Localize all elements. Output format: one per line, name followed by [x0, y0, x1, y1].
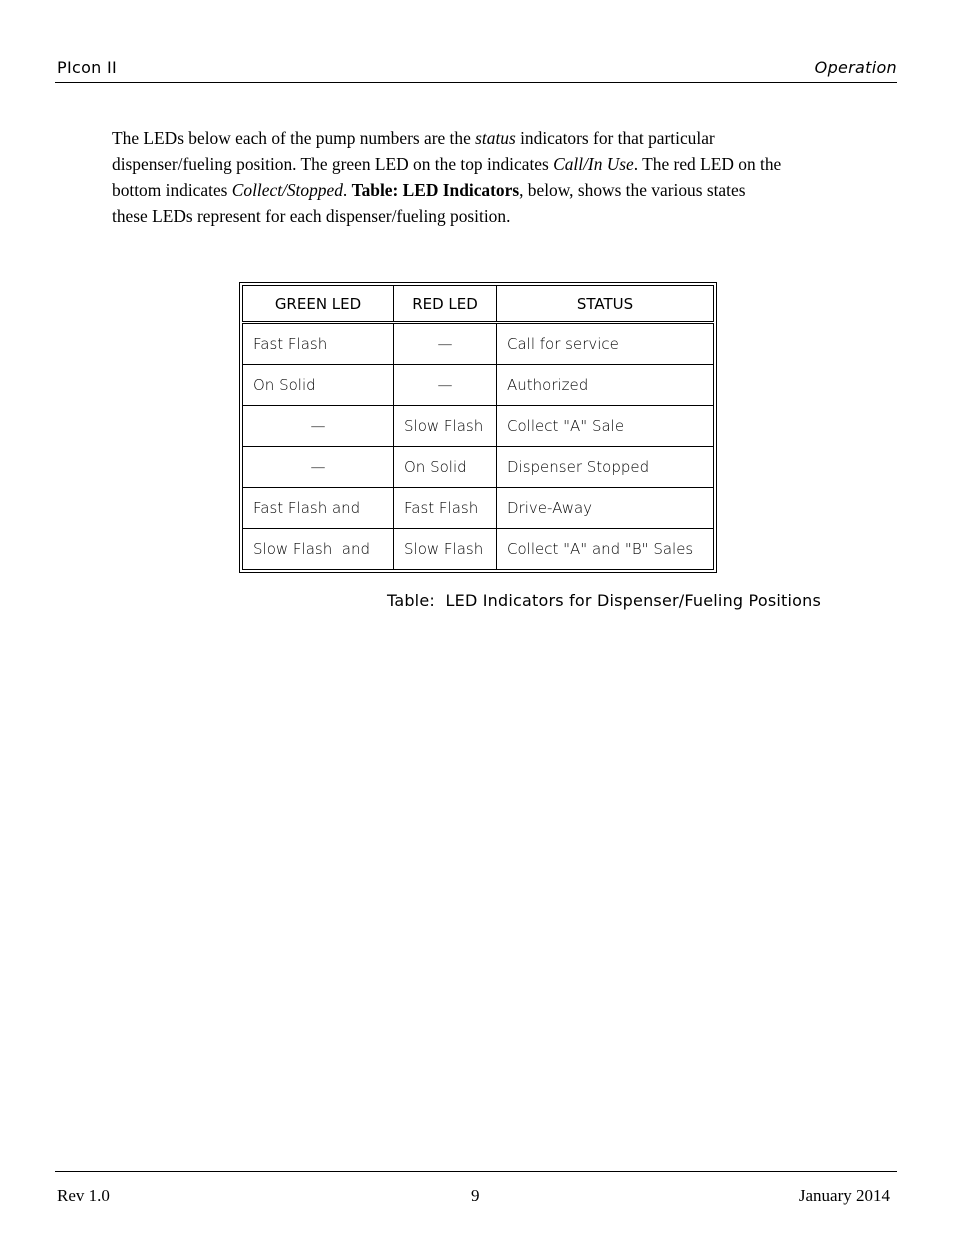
paragraph-line-3	[112, 177, 852, 203]
collect-stopped-term: Collect/Stopped	[231, 180, 343, 200]
paragraph-line-2	[112, 151, 852, 177]
red-led-cell: Fast Flash	[394, 488, 497, 529]
red-led-cell: —	[394, 323, 497, 365]
status-cell: Authorized	[497, 365, 714, 406]
green-led-cell: Fast Flash	[243, 323, 394, 365]
status-cell: Drive-Away	[497, 488, 714, 529]
table-reference: Table: LED Indicators	[351, 180, 520, 200]
red-led-cell: Slow Flash	[394, 529, 497, 570]
header-section: Operation	[814, 58, 897, 77]
table-row	[243, 323, 714, 365]
status-cell: Call for service	[497, 323, 714, 365]
footer-rule	[55, 1171, 897, 1172]
column-header-green-led: GREEN LED	[243, 286, 394, 323]
paragraph-line-1	[112, 125, 852, 151]
red-led-cell: On Solid	[394, 447, 497, 488]
status-cell: Collect "A" Sale	[497, 406, 714, 447]
text-run: , below, shows the various states	[519, 180, 746, 200]
green-led-cell: On Solid	[243, 365, 394, 406]
header-title: PIcon II	[57, 58, 118, 77]
footer-date: January 2014	[798, 1186, 890, 1205]
table-row	[243, 488, 714, 529]
status-cell: Collect "A" and "B" Sales	[497, 529, 714, 570]
footer-revision: Rev 1.0	[57, 1186, 110, 1205]
column-header-status: STATUS	[497, 286, 714, 323]
paragraph-line-4: these LEDs represent for each dispenser/fueling position.	[112, 206, 511, 226]
status-term: status	[475, 128, 516, 148]
text-run: dispenser/fueling position. The green LED on the top indicates	[112, 154, 554, 174]
call-in-use-term: Call/In Use	[553, 154, 634, 174]
table-row	[243, 406, 714, 447]
green-led-cell: —	[243, 406, 394, 447]
body-paragraph	[112, 125, 852, 229]
column-header-red-led: RED LED	[394, 286, 497, 323]
led-indicator-table	[242, 285, 714, 570]
green-led-cell: —	[243, 447, 394, 488]
text-run: bottom indicates	[112, 180, 232, 200]
text-run: The LEDs below each of the pump numbers are the	[112, 128, 476, 148]
status-cell: Dispenser Stopped	[497, 447, 714, 488]
table-row	[243, 447, 714, 488]
red-led-cell: Slow Flash	[394, 406, 497, 447]
table-row	[243, 529, 714, 570]
text-run: indicators for that particular	[515, 128, 715, 148]
table-row	[243, 365, 714, 406]
red-led-cell: —	[394, 365, 497, 406]
green-led-cell: Slow Flash and	[243, 529, 394, 570]
green-led-cell: Fast Flash and	[243, 488, 394, 529]
led-table-frame	[239, 282, 717, 573]
footer-page-number: 9	[471, 1186, 480, 1205]
table-caption: Table: LED Indicators for Dispenser/Fueling Positions	[387, 591, 821, 610]
table-header-row	[243, 286, 714, 323]
text-run: .	[342, 180, 352, 200]
text-run: . The red LED on the	[633, 154, 782, 174]
header-rule	[55, 82, 897, 83]
